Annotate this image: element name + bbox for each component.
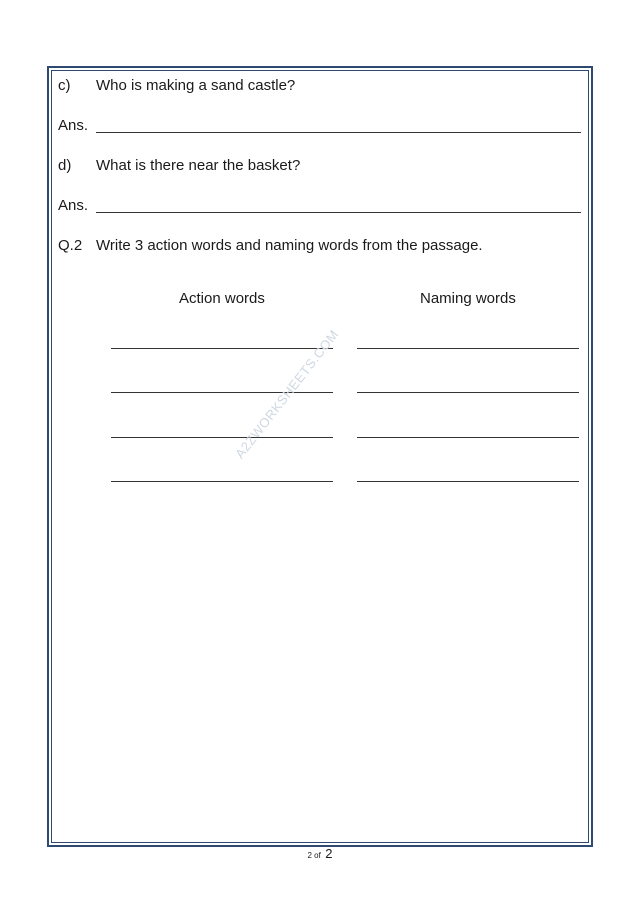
naming-words-heading: Naming words (420, 290, 516, 307)
page-footer (0, 845, 640, 863)
question-2-text: Write 3 action words and naming words from the passage. (96, 237, 483, 254)
question-c-marker: c) (58, 77, 71, 94)
page-border-inner (51, 70, 589, 843)
answer-d-line[interactable] (96, 212, 581, 213)
watermark: A2ZWORKSHEETS.COM (232, 326, 342, 462)
answer-d-label: Ans. (58, 197, 89, 214)
action-words-heading: Action words (179, 290, 265, 307)
page-number-label: 2 of (307, 851, 321, 860)
question-d-marker: d) (58, 157, 72, 174)
action-word-line[interactable] (111, 348, 333, 349)
page-total: 2 (325, 846, 333, 861)
naming-word-line[interactable] (357, 481, 579, 482)
answer-c-label: Ans. (58, 117, 89, 134)
naming-word-line[interactable] (357, 392, 579, 393)
naming-word-line[interactable] (357, 437, 579, 438)
action-word-line[interactable] (111, 481, 333, 482)
question-d-text: What is there near the basket? (96, 157, 301, 174)
answer-c-line[interactable] (96, 132, 581, 133)
question-2-marker: Q.2 (58, 237, 83, 254)
naming-word-line[interactable] (357, 348, 579, 349)
action-word-line[interactable] (111, 392, 333, 393)
action-word-line[interactable] (111, 437, 333, 438)
question-c-text: Who is making a sand castle? (96, 77, 296, 94)
